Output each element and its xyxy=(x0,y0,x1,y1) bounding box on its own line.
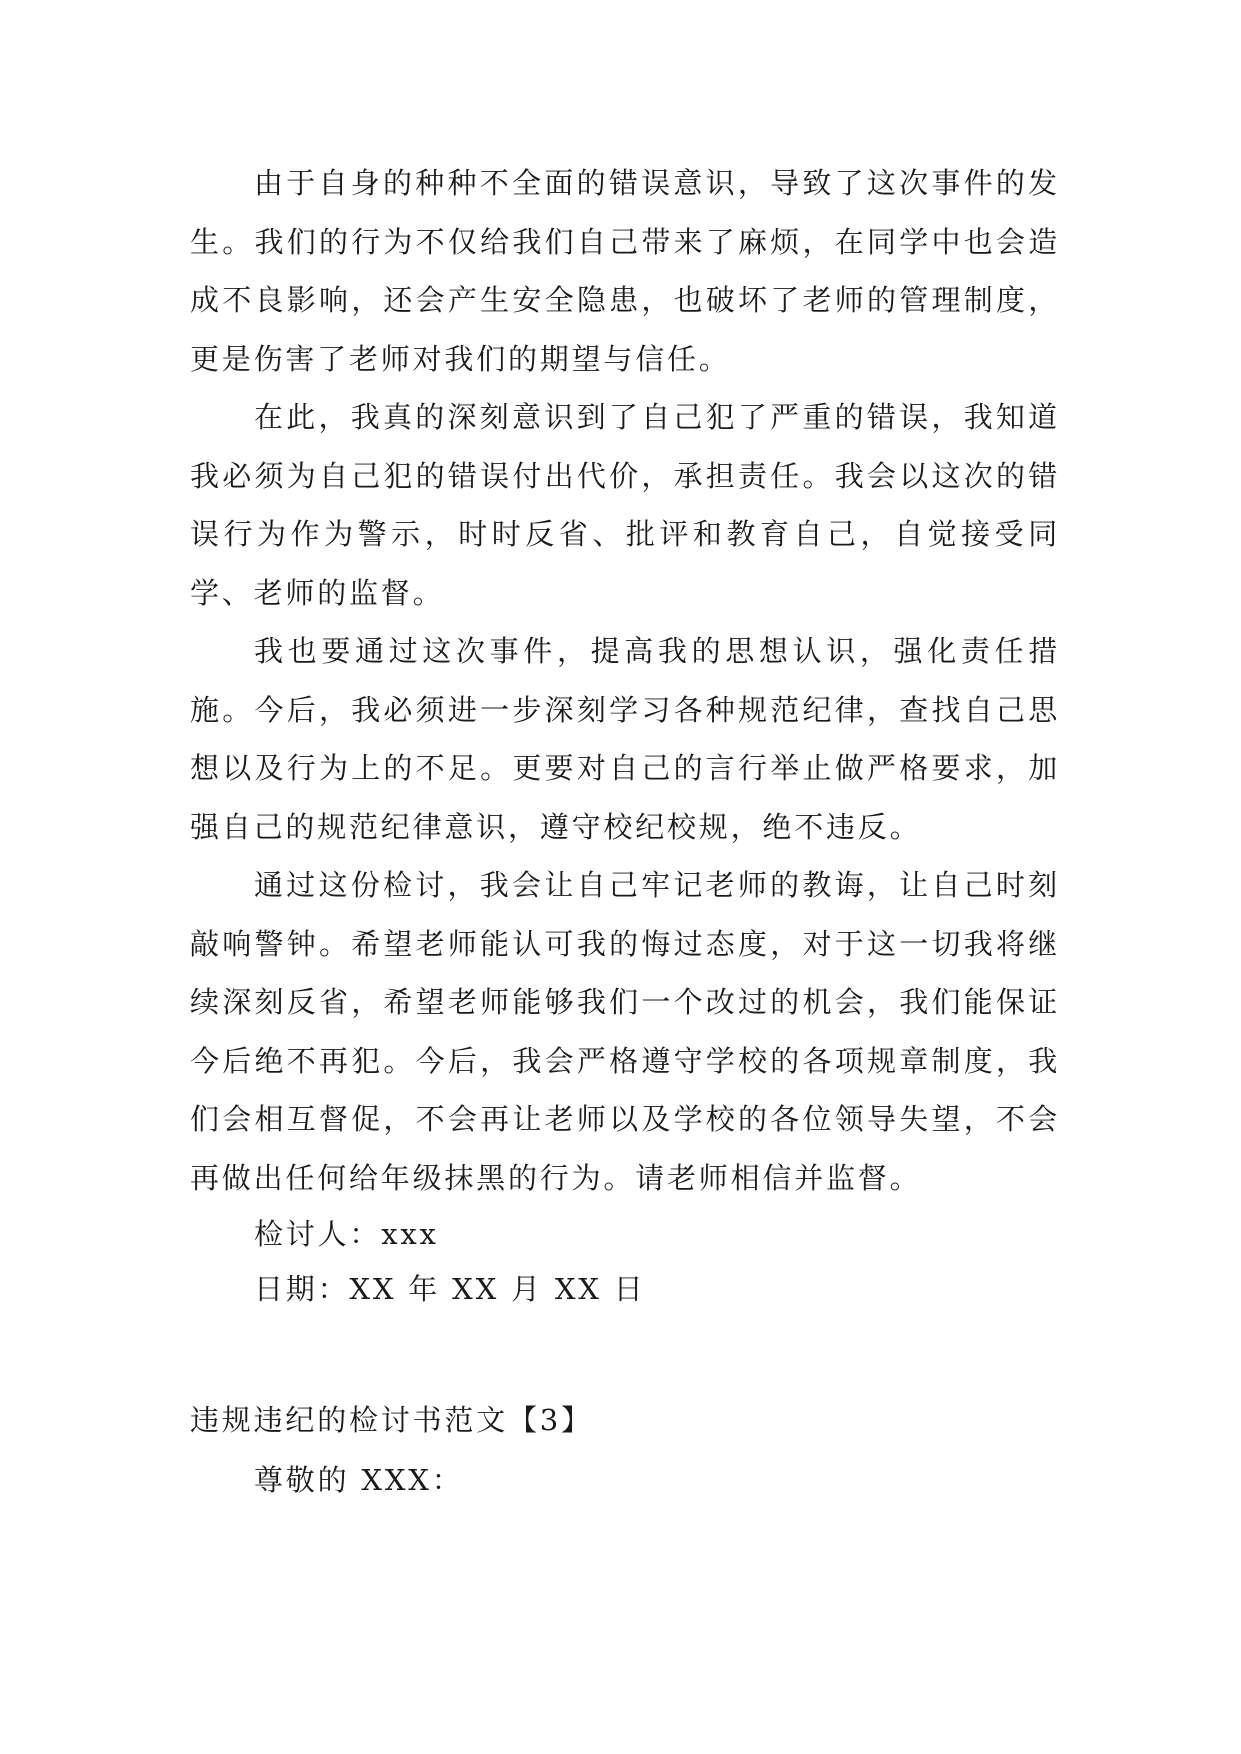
signature-date: 日期：XX 年 XX 月 XX 日 xyxy=(254,1272,646,1306)
body-paragraph-1: 由于自身的种种不全面的错误意识，导致了这次事件的发生。我们的行为不仅给我们自己带来了麻烦，在同学中也会造成不良影响，还会产生安全隐患，也破坏了老师的管理制度，更是伤害了老师对我们的期望与信任。 xyxy=(190,166,1060,376)
section-title: 违规违纪的检讨书范文【3】 xyxy=(190,1403,593,1437)
body-paragraph-3: 我也要通过这次事件，提高我的思想认识，强化责任措施。今后，我必须进一步深刻学习各种规范纪律，查找自己思想以及行为上的不足。更要对自己的言行举止做严格要求，加强自己的规范纪律意识，遵守校纪校规，绝不违反。 xyxy=(190,634,1060,844)
body-paragraph-4: 通过这份检讨，我会让自己牢记老师的教诲，让自己时刻敲响警钟。希望老师能认可我的悔过态度，对于这一切我将继续深刻反省，希望老师能够我们一个改过的机会，我们能保证今后绝不再犯。今后，我会严格遵守学校的各项规章制度，我们会相互督促，不会再让老师以及学校的各位领导失望，不会再做出任何给年级抹黑的行为。请老师相信并监督。 xyxy=(190,868,1060,1195)
signature-author: 检讨人：xxx xyxy=(254,1217,439,1251)
body-paragraph-2: 在此，我真的深刻意识到了自己犯了严重的错误，我知道我必须为自己犯的错误付出代价，承担责任。我会以这次的错误行为作为警示，时时反省、批评和教育自己，自觉接受同学、老师的监督。 xyxy=(190,400,1060,610)
salutation: 尊敬的 XXX： xyxy=(254,1463,464,1497)
document-page xyxy=(190,154,1060,1508)
